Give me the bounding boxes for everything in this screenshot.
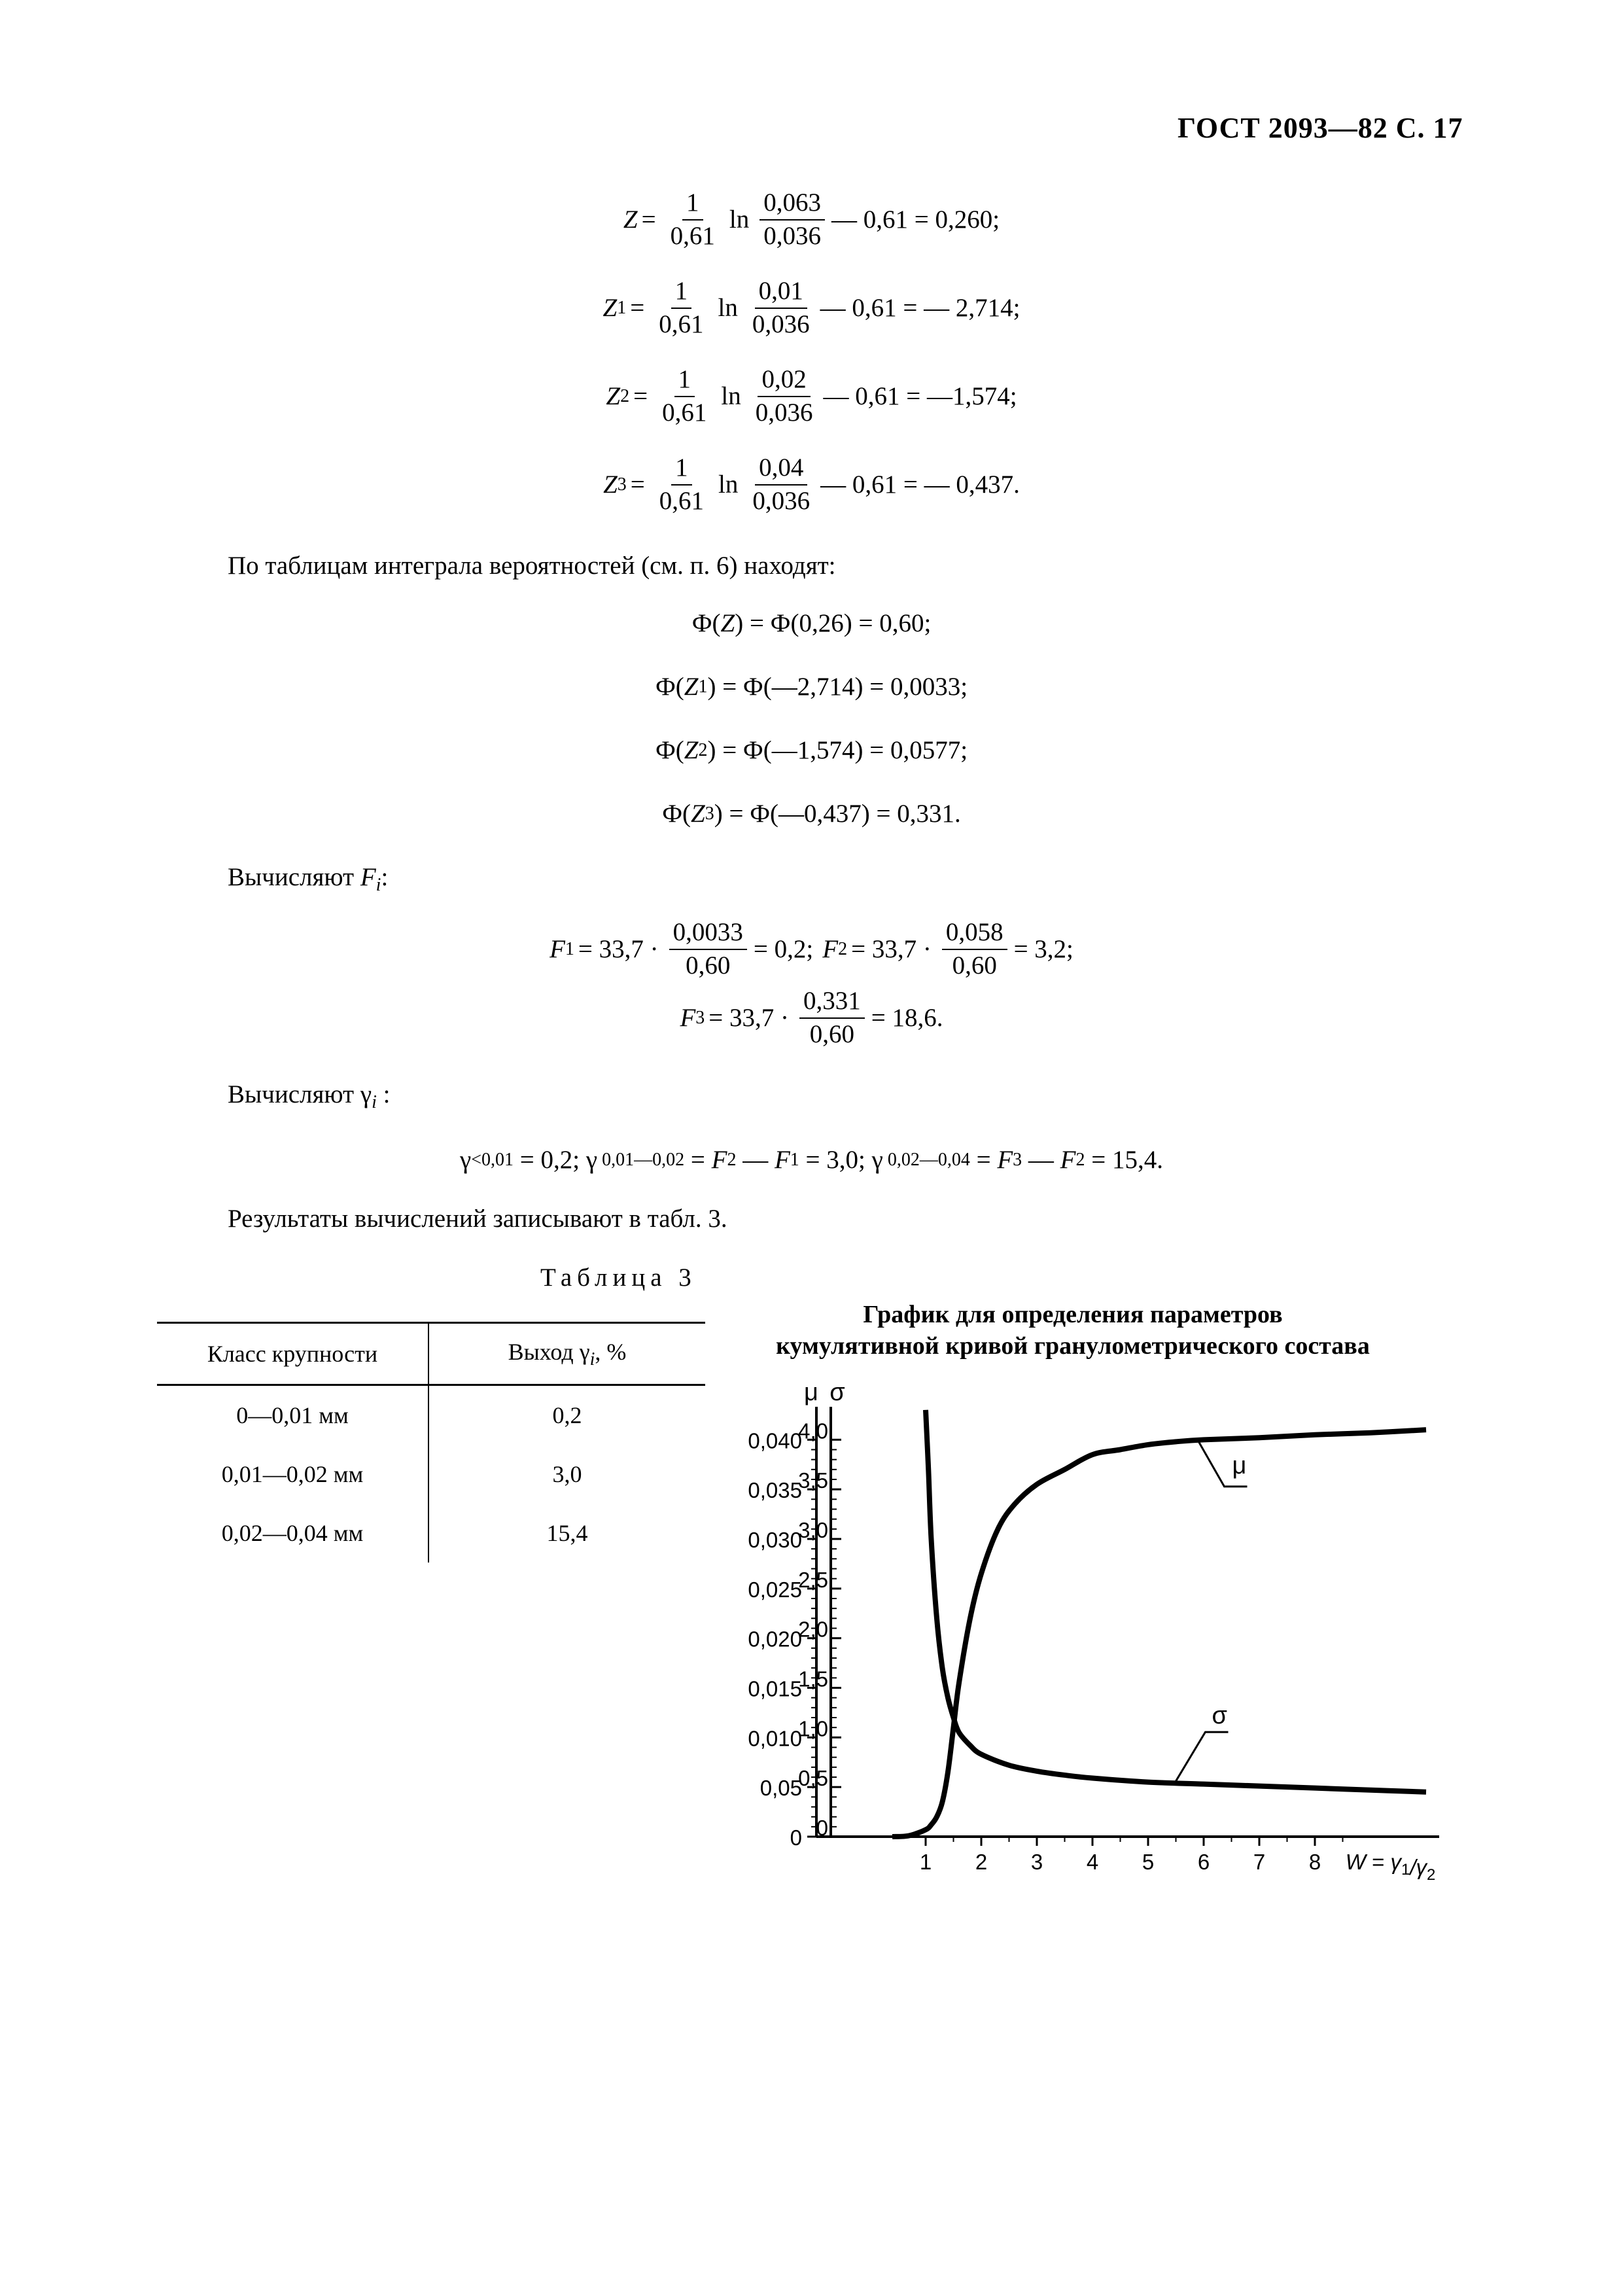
f-var: F <box>711 1146 727 1174</box>
compute-gamma-text <box>228 1080 390 1113</box>
gamma-sub: <0,01 <box>471 1149 514 1170</box>
mu-tick-label: 0,030 <box>748 1528 802 1552</box>
frac-den: 0,036 <box>752 309 810 338</box>
f3-result: = 18,6. <box>871 1004 943 1033</box>
sigma-tick-label: 4,0 <box>798 1419 828 1443</box>
table-row <box>157 1504 705 1563</box>
results-text: Результаты вычислений записывают в табл. 3. <box>228 1205 727 1233</box>
compute-f-var: F <box>360 863 376 891</box>
formula-lhs-sub: 1 <box>617 297 627 318</box>
sigma-tick-label: 2,5 <box>798 1567 828 1592</box>
formula-z <box>0 190 1623 250</box>
frac-num: 1 <box>674 366 695 397</box>
mu-curve <box>892 1430 1426 1837</box>
mu-tick-label: 0,040 <box>748 1428 802 1453</box>
f1-mid: = 33,7 · <box>578 935 659 964</box>
formula-lhs: Z <box>606 382 621 411</box>
frac-num: 0,02 <box>758 366 810 397</box>
fraction-ratio <box>748 455 814 515</box>
frac-num: 1 <box>682 190 703 221</box>
f2-fraction <box>942 919 1007 980</box>
phi-var: Z <box>691 800 705 828</box>
cell-class: 0,02—0,04 мм <box>157 1504 428 1563</box>
table-row <box>157 1445 705 1504</box>
fraction-ratio <box>759 190 825 250</box>
f-equations-line1 <box>0 919 1623 980</box>
chart-title <box>746 1299 1400 1362</box>
f-var: F <box>774 1146 790 1174</box>
x-tick-label: 6 <box>1197 1850 1210 1874</box>
minus-sign: — <box>1022 1146 1060 1174</box>
frac-den: 0,60 <box>952 951 997 980</box>
phi-z3 <box>0 799 1623 828</box>
f-sub: 3 <box>1013 1149 1022 1170</box>
f3-var: F <box>680 1004 696 1033</box>
phi-pre: Ф( <box>662 800 691 828</box>
compute-gamma-sub: i <box>372 1092 377 1112</box>
formula-eq-sign: = <box>630 470 645 499</box>
col-header-yield-post: , % <box>595 1338 627 1365</box>
formula-lhs: Z <box>603 470 618 499</box>
mu-tick-label: 0,025 <box>748 1577 802 1602</box>
ln-operator: ln <box>718 470 739 499</box>
phi-var: Z <box>684 673 699 701</box>
frac-den: 0,61 <box>670 221 715 250</box>
phi-var: Z <box>684 736 699 764</box>
f2-result: = 3,2; <box>1013 935 1073 964</box>
formula-lhs: Z <box>602 294 618 323</box>
fraction-1-over-061 <box>658 366 710 427</box>
sigma-tick-label: 2,0 <box>798 1617 828 1642</box>
mu-tick-label: 0,05 <box>759 1776 802 1801</box>
cell-class: 0,01—0,02 мм <box>157 1445 428 1504</box>
ln-operator: ln <box>718 294 738 323</box>
f-sub: 1 <box>790 1149 799 1170</box>
frac-num: 0,04 <box>755 455 807 486</box>
f1-fraction <box>669 919 747 980</box>
phi-var: Z <box>720 609 735 637</box>
x-tick-label: 8 <box>1308 1850 1321 1874</box>
frac-num: 0,331 <box>799 988 865 1019</box>
phi-pre: Ф( <box>655 736 684 764</box>
frac-den: 0,036 <box>752 486 811 515</box>
x-tick-label: 4 <box>1086 1850 1099 1874</box>
gamma-value: = 0,2; <box>514 1146 580 1174</box>
phi-z1 <box>0 672 1623 701</box>
formula-lhs-sub: 2 <box>620 385 630 406</box>
parameter-chart <box>720 1361 1505 1898</box>
compute-f-text <box>228 862 388 896</box>
frac-den: 0,036 <box>763 221 821 250</box>
formula-tail: — 0,61 = — 0,437. <box>820 470 1020 499</box>
compute-gamma-label: Вычисляют γ <box>228 1080 372 1108</box>
mu-tick-label: 0,035 <box>748 1478 802 1503</box>
cell-class: 0—0,01 мм <box>157 1385 428 1445</box>
tables-intro-text: По таблицам интеграла вероятностей (см. п. 6) находят: <box>228 552 836 580</box>
compute-f-sub: i <box>375 875 381 895</box>
mu-tick-label: 0 <box>790 1826 802 1850</box>
frac-den: 0,61 <box>662 398 707 427</box>
compute-f-label: Вычисляют <box>228 863 355 891</box>
frac-num: 0,063 <box>759 190 825 221</box>
f2-sub: 2 <box>838 938 848 959</box>
mu-tick-label: 0,015 <box>748 1676 802 1701</box>
formula-eq-sign: = <box>633 382 648 411</box>
phi-post: ) = Ф(—1,574) = 0,0577; <box>707 736 968 764</box>
minus-sign: — <box>736 1146 775 1174</box>
phi-sub: 2 <box>698 739 708 760</box>
f-equations-line2 <box>0 988 1623 1048</box>
ln-operator: ln <box>729 205 750 234</box>
formula-z2 <box>0 366 1623 427</box>
eq-sign: = <box>969 1146 998 1174</box>
formula-tail: — 0,61 = 0,260; <box>831 205 1000 234</box>
phi-post: ) = Ф(—2,714) = 0,0033; <box>707 673 968 701</box>
gamma-symbol: γ <box>865 1146 883 1174</box>
sigma-leader-line <box>1176 1732 1229 1781</box>
phi-z2 <box>0 735 1623 765</box>
formula-tail: — 0,61 = —1,574; <box>823 382 1017 411</box>
gamma-value: = 15,4. <box>1085 1146 1163 1174</box>
phi-pre: Ф( <box>691 609 721 637</box>
x-tick-label: 2 <box>975 1850 988 1874</box>
f1-var: F <box>550 935 565 964</box>
sigma-axis-label: σ <box>829 1379 845 1406</box>
f1-sub: 1 <box>565 938 574 959</box>
phi-sub: 1 <box>698 676 708 697</box>
f-sub: 2 <box>1075 1149 1085 1170</box>
cell-yield: 3,0 <box>552 1461 582 1487</box>
compute-f-colon: : <box>381 863 389 891</box>
formula-z3 <box>0 455 1623 515</box>
frac-den: 0,036 <box>755 398 813 427</box>
gamma-equation <box>0 1145 1623 1174</box>
table-caption: Таблица 3 <box>540 1263 697 1292</box>
fraction-ratio <box>752 366 817 427</box>
f-var: F <box>1060 1146 1076 1174</box>
f2-var: F <box>822 935 839 964</box>
f1-result: = 0,2; <box>753 935 814 964</box>
sigma-tick-label: 1,5 <box>798 1667 828 1691</box>
table-row <box>157 1385 705 1445</box>
formula-eq-sign: = <box>630 294 645 323</box>
sigma-curve <box>926 1410 1426 1792</box>
phi-post: ) = Ф(—0,437) = 0,331. <box>714 800 961 828</box>
x-tick-label: 5 <box>1142 1850 1155 1874</box>
sigma-tick-label: 0,5 <box>798 1766 828 1791</box>
frac-num: 1 <box>671 455 692 486</box>
formula-tail: — 0,61 = — 2,714; <box>820 294 1021 323</box>
formula-lhs-sub: 3 <box>617 474 627 495</box>
sigma-tick-label: 3,0 <box>798 1518 828 1542</box>
formula-lhs: Z <box>623 205 638 234</box>
cell-yield: 0,2 <box>552 1402 582 1428</box>
phi-sub: 3 <box>705 803 714 824</box>
gamma-sub: 0,02—0,04 <box>882 1149 970 1170</box>
f-var: F <box>997 1146 1013 1174</box>
phi-pre: Ф( <box>655 673 684 701</box>
gamma-symbol: γ <box>580 1146 598 1174</box>
gamma-sub: 0,01—0,02 <box>597 1149 685 1170</box>
col-header-class: Класс крупности <box>157 1323 428 1385</box>
frac-num: 0,058 <box>942 919 1007 950</box>
col-header-yield <box>428 1323 705 1385</box>
fraction-1-over-061 <box>655 455 708 515</box>
frac-den: 0,61 <box>659 309 704 338</box>
x-tick-label: 1 <box>919 1850 932 1874</box>
f3-mid: = 33,7 · <box>708 1004 790 1033</box>
sigma-tick-label: 1,0 <box>798 1716 828 1741</box>
mu-axis-label: μ <box>804 1379 818 1406</box>
x-tick-label: 3 <box>1030 1850 1043 1874</box>
formula-z1 <box>0 278 1623 338</box>
ln-operator: ln <box>721 382 741 411</box>
phi-post: ) = Ф(0,26) = 0,60; <box>735 609 932 637</box>
cell-yield: 15,4 <box>546 1520 588 1546</box>
frac-num: 0,01 <box>755 278 807 309</box>
formula-eq-sign: = <box>641 205 656 234</box>
x-axis-label: $W = \gamma_1/\gamma_2$ <box>1345 1850 1436 1884</box>
frac-den: 0,60 <box>686 951 731 980</box>
f2-mid: = 33,7 · <box>851 935 932 964</box>
mu-curve-label: μ <box>1232 1451 1247 1479</box>
frac-num: 0,0033 <box>669 919 747 950</box>
fraction-1-over-061 <box>655 278 707 338</box>
f3-sub: 3 <box>695 1007 705 1028</box>
eq-sign: = <box>684 1146 712 1174</box>
frac-num: 1 <box>671 278 692 309</box>
f-sub: 2 <box>727 1149 737 1170</box>
gamma-symbol: γ <box>460 1146 472 1174</box>
fraction-1-over-061 <box>667 190 719 250</box>
frac-den: 0,60 <box>809 1019 855 1048</box>
page-header: ГОСТ 2093—82 С. 17 <box>1178 112 1463 144</box>
f3-fraction <box>799 988 865 1048</box>
compute-gamma-colon: : <box>376 1080 391 1108</box>
fraction-ratio <box>748 278 814 338</box>
col-header-yield-sub: i <box>589 1349 595 1369</box>
chart-title-line2: кумулятивной кривой гранулометрического состава <box>776 1332 1370 1360</box>
table-header-row <box>157 1323 705 1385</box>
mu-tick-label: 0,020 <box>748 1627 802 1651</box>
col-header-yield-pre: Выход γ <box>508 1338 590 1365</box>
table-3 <box>157 1322 705 1563</box>
chart-title-line1: График для определения параметров <box>863 1301 1283 1328</box>
sigma-curve-label: σ <box>1212 1702 1227 1730</box>
x-tick-label: 7 <box>1253 1850 1266 1874</box>
phi-z <box>0 609 1623 638</box>
mu-tick-label: 0,010 <box>748 1726 802 1751</box>
gamma-value: = 3,0; <box>799 1146 865 1174</box>
frac-den: 0,61 <box>659 486 705 515</box>
sigma-tick-label: 3,5 <box>798 1468 828 1493</box>
sigma-tick-label: 0 <box>816 1816 828 1840</box>
